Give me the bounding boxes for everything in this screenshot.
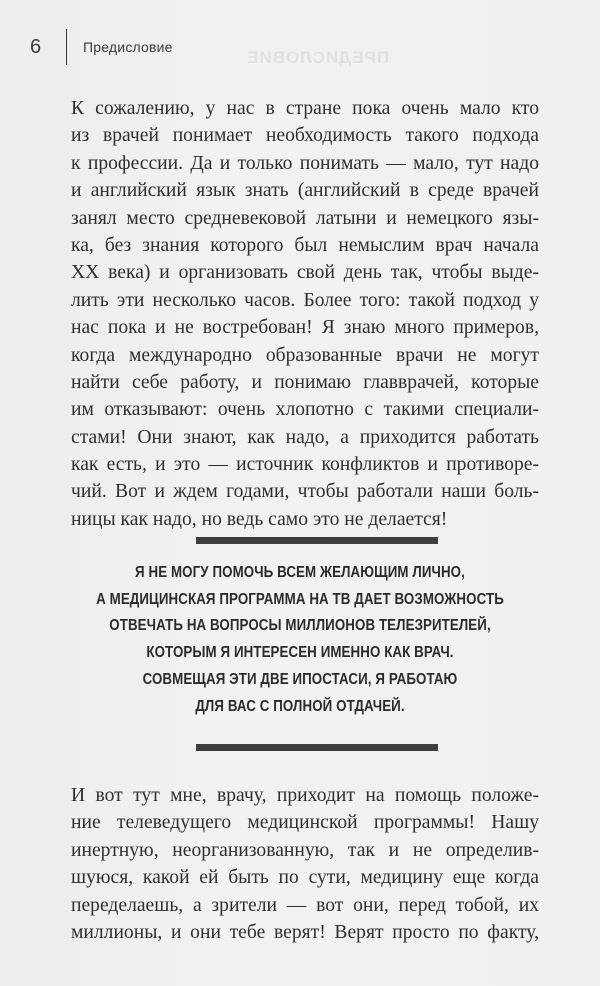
pull-quote-line: ДЛЯ ВАС С ПОЛНОЙ ОТДАЧЕЙ. [195, 697, 405, 715]
running-title: Предисловие [83, 39, 173, 55]
text-line: шуюся, какой ей быть по сути, медицину еще когда [71, 867, 539, 889]
pull-quote-top-rule [196, 537, 438, 544]
text-line: из врачей понимает необходимость такого подхода [71, 125, 539, 147]
text-line: чий. Вот и ждем годами, чтобы работали наши боль- [71, 481, 539, 503]
text-line: как есть, и это — источник конфликтов и противоре- [71, 454, 539, 476]
pull-quote-line: ОТВЕЧАТЬ НА ВОПРОСЫ МИЛЛИОНОВ ТЕЛЕЗРИТЕЛЕЙ, [109, 617, 491, 635]
text-line: лить эти несколько часов. Более того: такой подход у [71, 289, 539, 311]
text-line: переделаешь, а зрители — вот они, перед тобой, их [71, 894, 539, 916]
header-divider [66, 29, 67, 65]
text-line: найти себе работу, и понимаю главврачей, которые [71, 371, 539, 393]
paragraph-2 [71, 782, 539, 946]
pull-quote-bottom-rule [196, 744, 438, 751]
text-line: к профессии. Да и только понимать — мало, тут надо [71, 152, 539, 174]
pull-quote-line: А МЕДИЦИНСКАЯ ПРОГРАММА НА ТВ ДАЕТ ВОЗМОЖНОСТЬ [96, 590, 504, 608]
text-line: ницы как надо, но ведь само это не делается! [71, 508, 448, 530]
pull-quote-line: КОТОРЫМ Я ИНТЕРЕСЕН ИМЕННО КАК ВРАЧ. [146, 644, 454, 662]
page-header [30, 30, 173, 64]
pull-quote-line: Я НЕ МОГУ ПОМОЧЬ ВСЕМ ЖЕЛАЮЩИМ ЛИЧНО, [135, 564, 465, 581]
page-number: 6 [30, 35, 42, 58]
text-line: занял место средневековой латыни и немецкого язы- [71, 207, 539, 229]
text-line: инертную, неорганизованную, так и не определив- [71, 839, 539, 861]
text-line: миллионы, и они тебе верят! Верят просто по факту, [71, 921, 539, 943]
text-line: стами! Они знают, как надо, а приходится работать [71, 426, 539, 448]
text-line: XX века) и организовать свой день так, чтобы выде- [71, 262, 539, 284]
text-line: когда международно образованные врачи не могут [71, 344, 539, 366]
text-line: ние телеведущего медицинской программы! Нашу [71, 812, 539, 834]
text-line: им отказывают: очень хлопотно с такими специали- [71, 399, 539, 421]
text-line: и английский язык знать (английский в среде врачей [71, 180, 539, 202]
pull-quote [60, 560, 540, 720]
text-line: ка, без знания которого был немыслим врач начала [71, 234, 539, 256]
text-line: К сожалению, у нас в стране пока очень мало кто [71, 98, 539, 119]
show-through-text: ПРЕДИСЛОВИЕ [246, 48, 390, 67]
text-line: нас пока и не востребован! Я знаю много примеров, [71, 317, 539, 339]
pull-quote-line: СОВМЕЩАЯ ЭТИ ДВЕ ИПОСТАСИ, Я РАБОТАЮ [142, 670, 458, 688]
text-line: И вот тут мне, врачу, приходит на помощь положе- [71, 785, 539, 806]
paragraph-1 [71, 95, 539, 533]
